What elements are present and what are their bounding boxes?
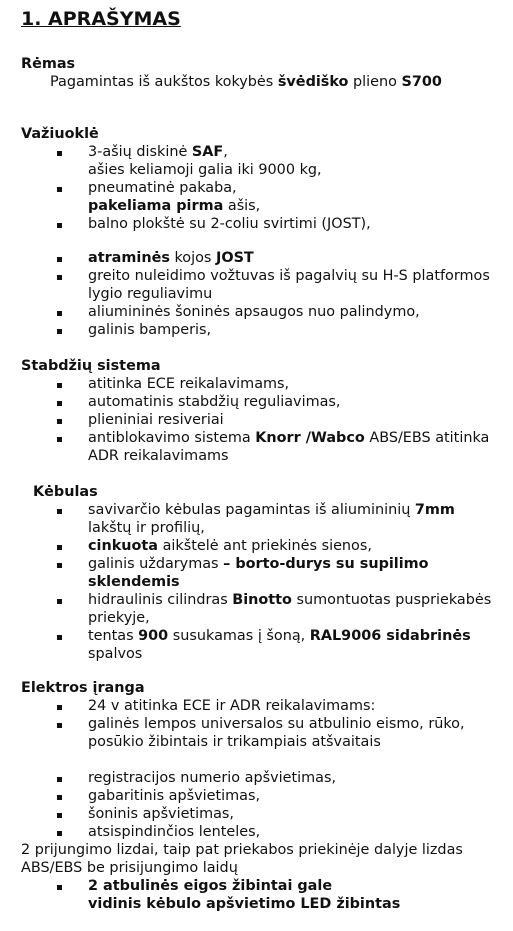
text-run: susukamas į šoną, <box>168 628 310 644</box>
bullet-icon <box>57 383 62 388</box>
bold-text: sklendemis <box>88 574 180 590</box>
text-run: atitinka ECE reikalavimams, <box>88 376 290 392</box>
bullet-icon <box>57 635 62 640</box>
vaziuokle-line <box>88 216 371 234</box>
text-run: atsispindinčios lenteles, <box>88 824 261 840</box>
kebulas-line <box>88 610 150 628</box>
bullet-icon <box>57 401 62 406</box>
kebulas-line <box>88 502 455 520</box>
section-heading-kebulas: Kėbulas <box>33 484 98 500</box>
kebulas-line <box>88 592 491 610</box>
bullet-icon <box>57 563 62 568</box>
bullet-icon <box>57 187 62 192</box>
elektros-line <box>88 770 336 788</box>
text-run: sumontuotas puspriekabės <box>291 592 492 608</box>
elektros-line <box>88 734 381 752</box>
bold-text: – borto-durys su supilimo <box>223 556 429 572</box>
text-run: pneumatinė pakaba, <box>88 180 237 196</box>
bold-text: atraminės <box>88 250 170 266</box>
text-run: šoninis apšvietimas, <box>88 806 234 822</box>
text-run: antiblokavimo sistema <box>88 430 256 446</box>
bullet-icon <box>57 813 62 818</box>
stabdziai-line <box>88 376 289 394</box>
bullet-icon <box>57 599 62 604</box>
elektros-line <box>21 842 463 860</box>
elektros-line <box>88 878 332 896</box>
bold-text: 2 atbulinės eigos žibintai gale <box>88 878 333 894</box>
section-heading-vaziuokle: Važiuoklė <box>21 126 99 142</box>
vaziuokle-line <box>88 250 254 268</box>
document-title: 1. APRAŠYMAS <box>21 8 181 30</box>
elektros-line <box>88 788 260 806</box>
text-run: automatinis stabdžių reguliavimas, <box>88 394 341 410</box>
text-run: hidraulinis cilindras <box>88 592 233 608</box>
bold-text: cinkuota <box>88 538 158 554</box>
bullet-icon <box>57 831 62 836</box>
stabdziai-line <box>88 448 229 466</box>
bold-text: 900 <box>138 628 169 644</box>
text-run: ašies keliamoji galia iki 9000 kg, <box>88 162 322 178</box>
text-run: aikštelė ant priekinės sienos, <box>158 538 372 554</box>
text-run: ADR reikalavimams <box>88 448 229 464</box>
bold-text: pakeliama pirma <box>88 198 224 214</box>
bold-text: RAL9006 sidabrinės <box>309 628 471 644</box>
bullet-icon <box>57 885 62 890</box>
text-run: ABS/EBS atitinka <box>364 430 490 446</box>
text-run: galinis uždarymas <box>88 556 224 572</box>
text-run: lakštų ir profilių, <box>88 520 205 536</box>
text-run: Pagamintas iš aukštos kokybės <box>50 74 278 90</box>
bullet-icon <box>57 509 62 514</box>
vaziuokle-line <box>88 304 420 322</box>
kebulas-line <box>88 538 372 556</box>
elektros-line <box>21 860 238 878</box>
vaziuokle-line <box>88 286 212 304</box>
kebulas-line <box>88 520 205 538</box>
section-heading-remas: Rėmas <box>21 56 76 72</box>
bold-text: 7mm <box>414 502 455 518</box>
bullet-icon <box>57 151 62 156</box>
bullet-icon <box>57 223 62 228</box>
text-run: balno plokštė su 2-coliu svirtimi (JOST), <box>88 216 371 232</box>
bold-text: Knorr /Wabco <box>255 430 365 446</box>
bullet-icon <box>57 437 62 442</box>
text-run: registracijos numerio apšvietimas, <box>88 770 337 786</box>
bold-text: JOST <box>215 250 254 266</box>
text-run: galinės lempos universalos su atbulinio eismo, rūko, <box>88 716 465 732</box>
text-run: 3-ašių diskinė <box>88 144 192 160</box>
text-run: plieniniai resiveriai <box>88 412 224 428</box>
kebulas-line <box>88 646 142 664</box>
kebulas-line <box>88 628 471 646</box>
vaziuokle-line <box>88 198 260 216</box>
text-run: priekyje, <box>88 610 150 626</box>
elektros-line <box>88 824 260 842</box>
bullet-icon <box>57 545 62 550</box>
text-run: 24 v atitinka ECE ir ADR reikalavimams: <box>88 698 376 714</box>
bold-text: Binotto <box>232 592 292 608</box>
text-run: ABS/EBS be prisijungimo laidų <box>21 860 238 876</box>
vaziuokle-line <box>88 162 322 180</box>
vaziuokle-line <box>88 180 237 198</box>
text-run: aliumininės šoninės apsaugos nuo palindymo, <box>88 304 420 320</box>
text-run: plieno <box>348 74 402 90</box>
bullet-icon <box>57 795 62 800</box>
elektros-line <box>88 896 400 914</box>
text-run: posūkio žibintais ir trikampiais atšvaitais <box>88 734 381 750</box>
bold-text: S700 <box>401 74 442 90</box>
remas-line <box>50 74 442 92</box>
stabdziai-line <box>88 412 224 430</box>
vaziuokle-line <box>88 268 490 286</box>
bold-text: švėdiško <box>277 74 349 90</box>
text-run: 2 prijungimo lizdai, taip pat priekabos priekinėje dalyje lizdas <box>21 842 463 858</box>
bullet-icon <box>57 777 62 782</box>
text-run: lygio reguliavimu <box>88 286 213 302</box>
bullet-icon <box>57 275 62 280</box>
bullet-icon <box>57 419 62 424</box>
text-run: spalvos <box>88 646 143 662</box>
elektros-line <box>88 716 465 734</box>
text-run: greito nuleidimo vožtuvas iš pagalvių su H-S platformos <box>88 268 490 284</box>
section-heading-stabdziai: Stabdžių sistema <box>21 358 161 374</box>
text-run: gabaritinis apšvietimas, <box>88 788 261 804</box>
text-run: ašis, <box>223 198 261 214</box>
vaziuokle-line <box>88 144 228 162</box>
stabdziai-line <box>88 394 340 412</box>
text-run: kojos <box>169 250 216 266</box>
text-run: savivarčio kėbulas pagamintas iš aliumininių <box>88 502 415 518</box>
vaziuokle-line <box>88 322 211 340</box>
kebulas-line <box>88 556 429 574</box>
bullet-icon <box>57 257 62 262</box>
elektros-line <box>88 806 234 824</box>
bold-text: vidinis kėbulo apšvietimo LED žibintas <box>88 896 401 912</box>
text-run: tentas <box>88 628 139 644</box>
stabdziai-line <box>88 430 489 448</box>
bullet-icon <box>57 311 62 316</box>
bullet-icon <box>57 329 62 334</box>
text-run: galinis bamperis, <box>88 322 212 338</box>
elektros-line <box>88 698 375 716</box>
bullet-icon <box>57 705 62 710</box>
text-run: , <box>223 144 228 160</box>
section-heading-elektros: Elektros įranga <box>21 680 145 696</box>
bold-text: SAF <box>191 144 224 160</box>
bullet-icon <box>57 723 62 728</box>
kebulas-line <box>88 574 180 592</box>
